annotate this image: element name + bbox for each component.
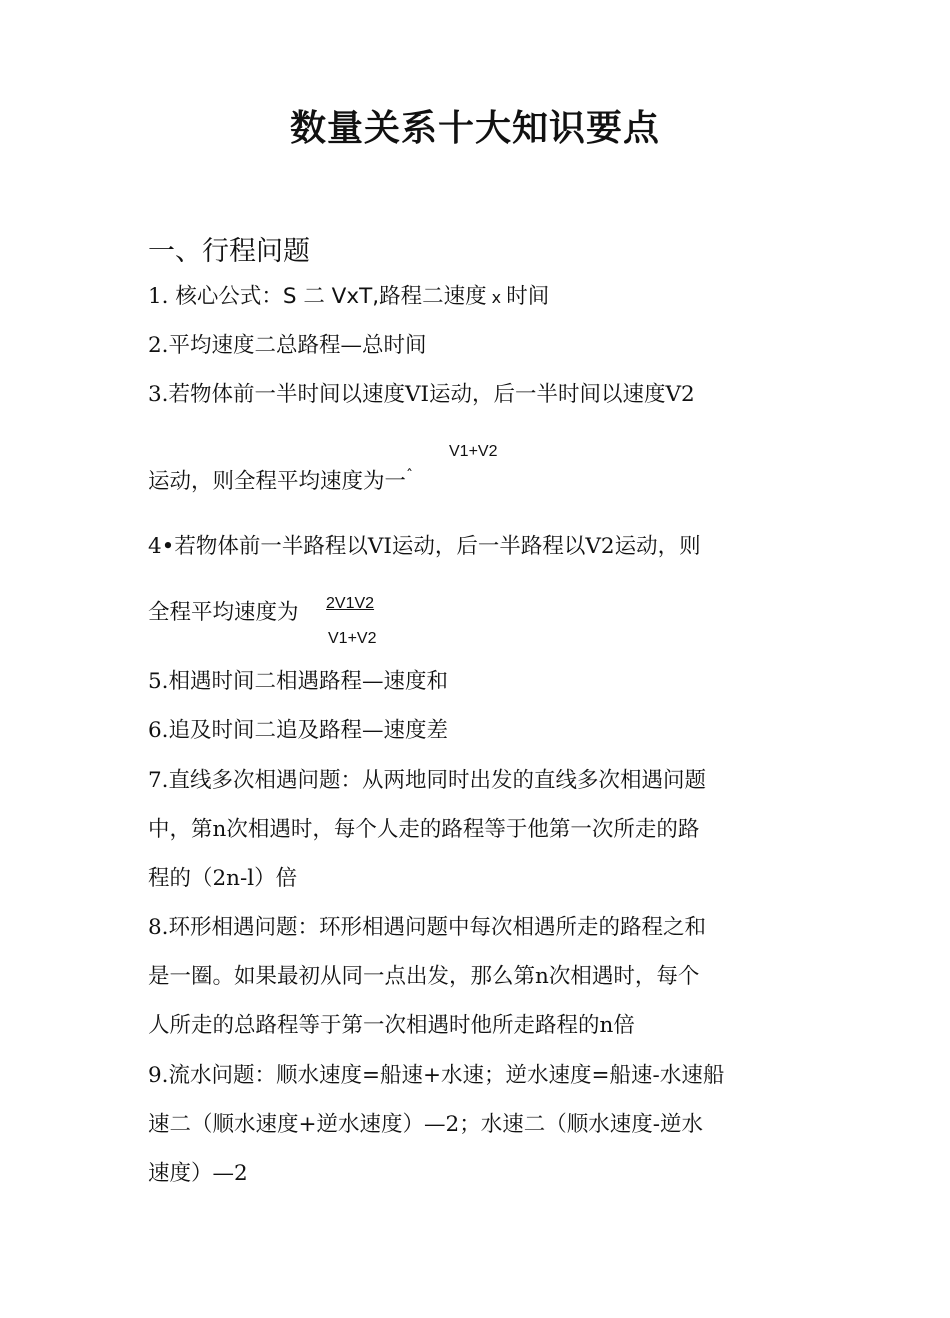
item-1-text: 路程二速度 [379, 284, 487, 309]
item-7-line-2: 中，第n次相遇时，每个人走的路程等于他第一次所走的路 [148, 817, 700, 842]
item-1-times: x [486, 288, 507, 307]
item-3-fraction-numerator: V1+V2 [449, 443, 498, 460]
item-2: 2.平均速度二总路程—总时间 [148, 333, 427, 358]
item-3-line-2 [148, 469, 413, 493]
page-title: 数量关系十大知识要点 [289, 108, 660, 149]
item-7-line-1: 7.直线多次相遇问题：从两地同时出发的直线多次相遇问题 [148, 768, 707, 793]
item-3-text: 运动，则全程平均速度为一 [148, 469, 407, 494]
item-8-line-3: 人所走的总路程等于第一次相遇时他所走路程的n倍 [148, 1013, 635, 1038]
item-9-line-1: 9.流水问题：顺水速度=船速+水速；逆水速度=船速-水速船 [148, 1063, 725, 1088]
item-8-line-1: 8.环形相遇问题：环形相遇问题中每次相遇所走的路程之和 [148, 915, 707, 940]
item-1-label: 1. 核心公式： [148, 284, 283, 309]
item-6: 6.追及时间二追及路程—速度差 [148, 718, 449, 743]
item-9-line-2: 速二（顺水速度+逆水速度）—2；水速二（顺水速度-逆水 [148, 1112, 703, 1137]
item-4-fraction-numerator: 2V1V2 [326, 595, 375, 612]
item-8-line-2: 是一圈。如果最初从同一点出发，那么第n次相遇时，每个 [148, 964, 700, 989]
section-heading: 一、行程问题 [148, 236, 310, 267]
item-5: 5.相遇时间二相遇路程—速度和 [148, 669, 449, 694]
item-7-line-3: 程的（2n-l）倍 [148, 866, 298, 891]
item-1 [148, 286, 549, 308]
item-3-mark: ˆ [406, 468, 414, 484]
item-9-line-3: 速度）—2 [148, 1161, 248, 1186]
item-4-line-1: 4•若物体前一半路程以VI运动，后一半路程以V2运动，则 [148, 534, 701, 559]
item-1-time: 时间 [506, 284, 550, 309]
item-4-fraction-denominator: V1+V2 [328, 630, 377, 647]
item-1-formula: S 二 VxT, [282, 284, 380, 309]
item-3-line-1: 3.若物体前一半时间以速度VI运动，后一半时间以速度V2 [148, 382, 695, 407]
item-4-line-2: 全程平均速度为 [148, 600, 299, 625]
